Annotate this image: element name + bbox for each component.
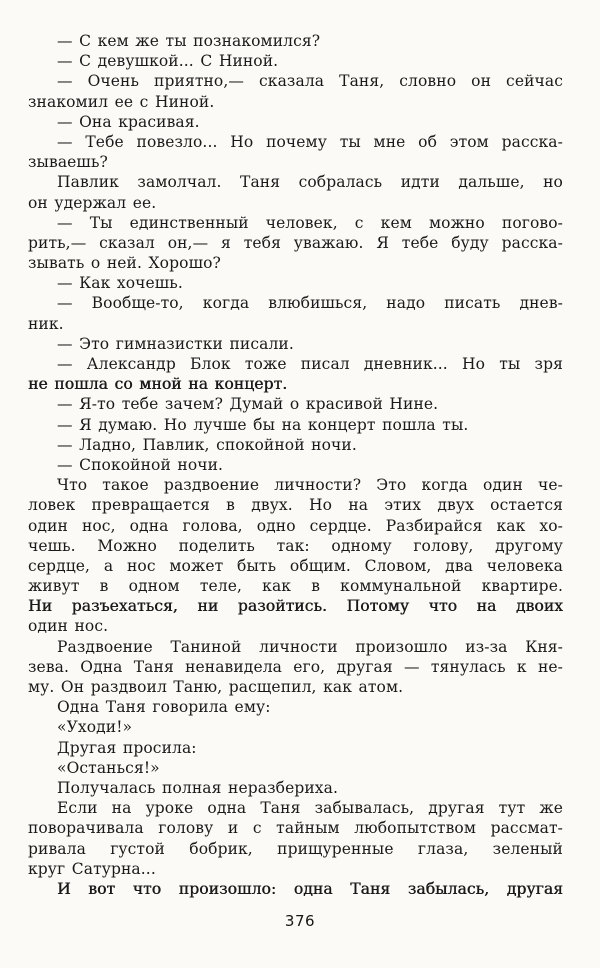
- text-line: он удержал ее.: [28, 193, 157, 212]
- text-line: ник.: [28, 314, 64, 333]
- text-line: ловек превращается в двух. Но на этих двух остается: [28, 496, 563, 515]
- text-line: му. Он раздвоил Таню, расщепил, как атом.: [28, 678, 404, 696]
- text-block: [28, 31, 563, 899]
- text-line: — Тебе повезло... Но почему ты мне об этом расска-: [57, 132, 563, 151]
- text-line: Другая просила:: [57, 738, 197, 757]
- text-line: Получалась полная неразбериха.: [57, 778, 339, 797]
- text-line: — Очень приятно,— сказала Таня, словно он сейчас: [57, 72, 563, 91]
- text-line: Ни разъехаться, ни разойтись. Потому что на двоих: [28, 597, 563, 616]
- text-line: чешь. Можно поделить так: одному голову, другому: [28, 536, 563, 555]
- text-line: — Это гимназистки писали.: [57, 334, 294, 353]
- text-line: — Вообще-то, когда влюбишься, надо писать днев-: [57, 294, 563, 313]
- text-line: «Останься!»: [57, 758, 160, 777]
- text-line: — Она красивая.: [57, 112, 200, 131]
- text-line: Что такое раздвоение личности? Это когда один че-: [57, 476, 563, 495]
- text-line: круг Сатурна...: [28, 859, 156, 878]
- text-line: живут в одном теле, как в коммунальной квартире.: [28, 577, 563, 596]
- text-line: один нос.: [28, 617, 109, 636]
- text-line: поворачивала голову и с тайным любопытством рассмат-: [28, 819, 563, 838]
- text-line: зывать о ней. Хорошо?: [28, 254, 221, 273]
- text-line: не пошла со мной на концерт.: [28, 375, 288, 394]
- text-line: зева. Одна Таня ненавидела его, другая — тянулась к не-: [28, 657, 563, 676]
- text-line: зываешь?: [28, 153, 108, 172]
- text-line: один нос, одна голова, одно сердце. Разбирайся как хо-: [28, 516, 563, 535]
- text-line: — С кем же ты познакомился?: [57, 32, 321, 50]
- text-line: ривала густой бобрик, прищуренные глаза, зеленый: [28, 839, 563, 858]
- text-line: Одна Таня говорила ему:: [57, 698, 271, 717]
- text-line: — С девушкой... С Ниной.: [57, 52, 279, 71]
- text-line: — Я-то тебе зачем? Думай о красивой Нине.: [57, 395, 439, 414]
- text-line: — Я думаю. Но лучше бы на концерт пошла ты.: [57, 415, 469, 434]
- text-line: Раздвоение Таниной личности произошло из-за Кня-: [57, 637, 563, 656]
- text-line: — Спокойной ночи.: [57, 455, 224, 474]
- text-line: знакомил ее с Ниной.: [28, 92, 215, 111]
- text-line: — Как хочешь.: [57, 274, 183, 293]
- text-line: сердце, а нос может быть общим. Словом, два человека: [28, 556, 563, 575]
- text-line: Если на уроке одна Таня забывалась, другая тут же: [57, 799, 563, 818]
- text-line: — Александр Блок тоже писал дневник... Но ты зря: [57, 355, 563, 373]
- text-line: — Ладно, Павлик, спокойной ночи.: [57, 435, 357, 454]
- text-line: И вот что произошло: одна Таня забылась, другая: [57, 879, 563, 898]
- text-line: Павлик замолчал. Таня собралась идти дальше, но: [57, 173, 563, 192]
- text-line: «Уходи!»: [57, 718, 133, 737]
- text-line: — Ты единственный человек, с кем можно погово-: [57, 213, 563, 232]
- text-line: рить,— сказал он,— я тебя уважаю. Я тебе буду расска-: [28, 233, 563, 252]
- page-number: 376: [284, 912, 316, 930]
